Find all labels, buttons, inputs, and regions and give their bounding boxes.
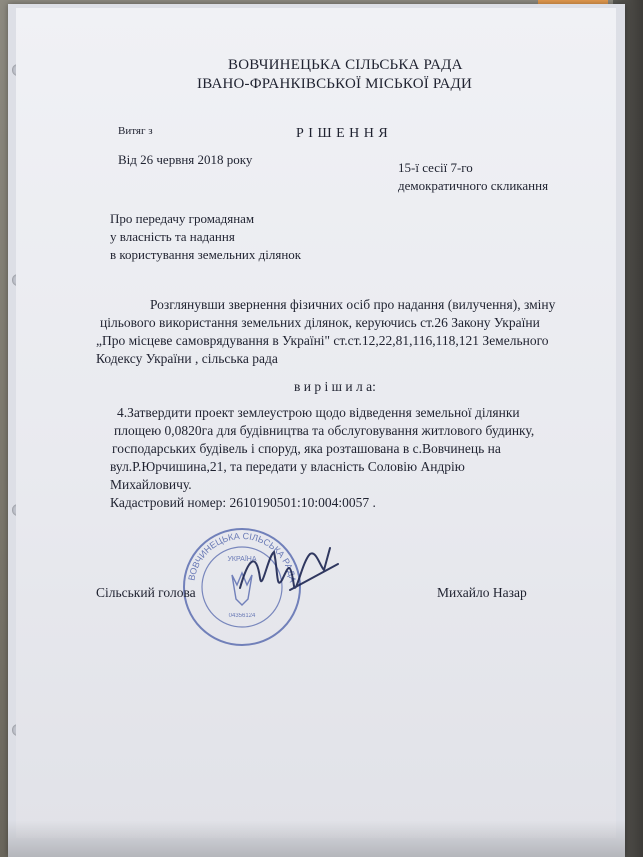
session-convocation: демократичного скликання — [398, 178, 549, 193]
preamble-line-3: „Про місцеве самоврядування в Україні" ст.ст.12,22,81,116,118,121 Земельного — [96, 333, 549, 348]
bottom-shadow — [8, 820, 625, 857]
stamp-code: 04356124 — [228, 613, 256, 619]
decision-title: Р І Ш Е Н Н Я — [296, 126, 389, 141]
item4-line-3: господарських будівель і споруд, яка розташована в с.Вовчинець на — [112, 441, 501, 456]
stamp-outer-text: ВОВЧИНЕЦЬКА СІЛЬСЬКА РАДА — [186, 530, 298, 584]
cadastral-number: Кадастровий номер: 2610190501:10:004:0057 . — [110, 495, 376, 510]
stamp-inner-text: УКРАЇНА — [227, 556, 257, 563]
decision-date: Від 26 червня 2018 року — [118, 152, 253, 167]
handwritten-signature — [230, 540, 350, 610]
resolved-heading: в и р і ш и л а: — [294, 379, 376, 394]
preamble-line-1: Розглянувши звернення фізичних осіб про надання (вилучення), зміну — [150, 297, 556, 312]
item4-line-1: 4.Затвердити проект землеустрою щодо відведення земельної ділянки — [117, 405, 520, 420]
council-parent-name: ІВАНО-ФРАНКІВСЬКОЇ МІСЬКОЇ РАДИ — [197, 76, 472, 92]
subject-line-3: в користування земельних ділянок — [110, 247, 302, 262]
item4-line-5: Михайловичу. — [110, 477, 192, 492]
signature-title: Сільський голова — [96, 585, 196, 600]
item4-line-2: площею 0,0820га для будівництва та обслуговування житлового будинку, — [114, 423, 535, 438]
subject-line-2: у власність та надання — [110, 229, 235, 244]
subject-line-1: Про передачу громадянам — [110, 211, 255, 226]
preamble-line-4: Кодексу України , сільська рада — [96, 351, 278, 366]
session-number: 15-ї сесії 7-го — [398, 160, 473, 175]
signatory-name: Михайло Назар — [437, 585, 527, 600]
council-name: ВОВЧИНЕЦЬКА СІЛЬСЬКА РАДА — [228, 57, 463, 73]
extract-label: Витяг з — [118, 125, 153, 137]
item4-line-4: вул.Р.Юрчишина,21, та передати у власність Соловію Андрію — [110, 459, 465, 474]
preamble-line-2: цільового використання земельних ділянок, керуючись ст.26 Закону України — [100, 315, 540, 330]
